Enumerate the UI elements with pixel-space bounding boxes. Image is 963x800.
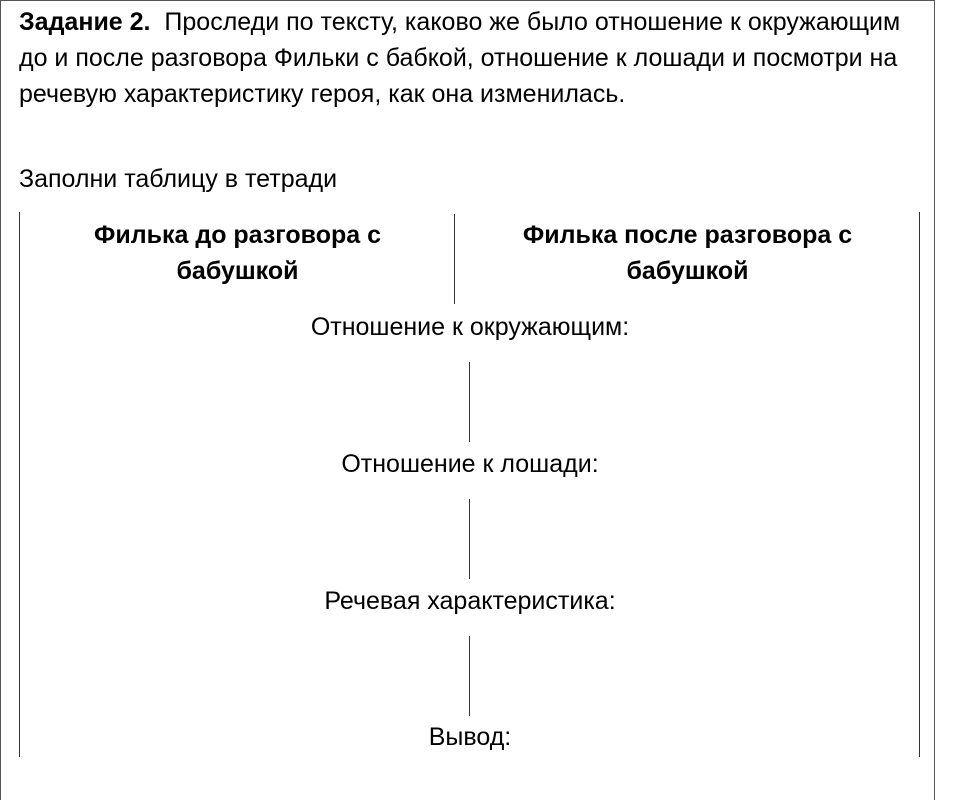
- row-label-surroundings: Отношение к окружающим:: [310, 313, 630, 341]
- row-label-conclusion: Вывод:: [428, 723, 512, 751]
- row-divider-horse: [469, 499, 470, 579]
- header-before: Филька до разговора с бабушкой: [94, 221, 381, 285]
- header-after: Филька после разговора с бабушкой: [522, 221, 853, 285]
- row-label-horse: Отношение к лошади:: [341, 450, 599, 478]
- task-label: Задание 2.: [19, 8, 151, 36]
- header-divider: [454, 214, 455, 304]
- task-text: Проследи по тексту, каково же было отношение к окружающим до и после разговора Фильки с бабкой, отношение к лошади и посмотри на речевую характеристику героя, как она изменилась.: [19, 8, 901, 108]
- row-label-speech: Речевая характеристика:: [324, 587, 616, 615]
- row-divider-speech: [469, 636, 470, 716]
- row-divider-surroundings: [469, 362, 470, 442]
- instruction-text: Заполни таблицу в тетради: [19, 165, 338, 193]
- task-paragraph: [19, 4, 919, 112]
- table-right-border: [919, 212, 920, 757]
- table-left-border: [19, 212, 20, 757]
